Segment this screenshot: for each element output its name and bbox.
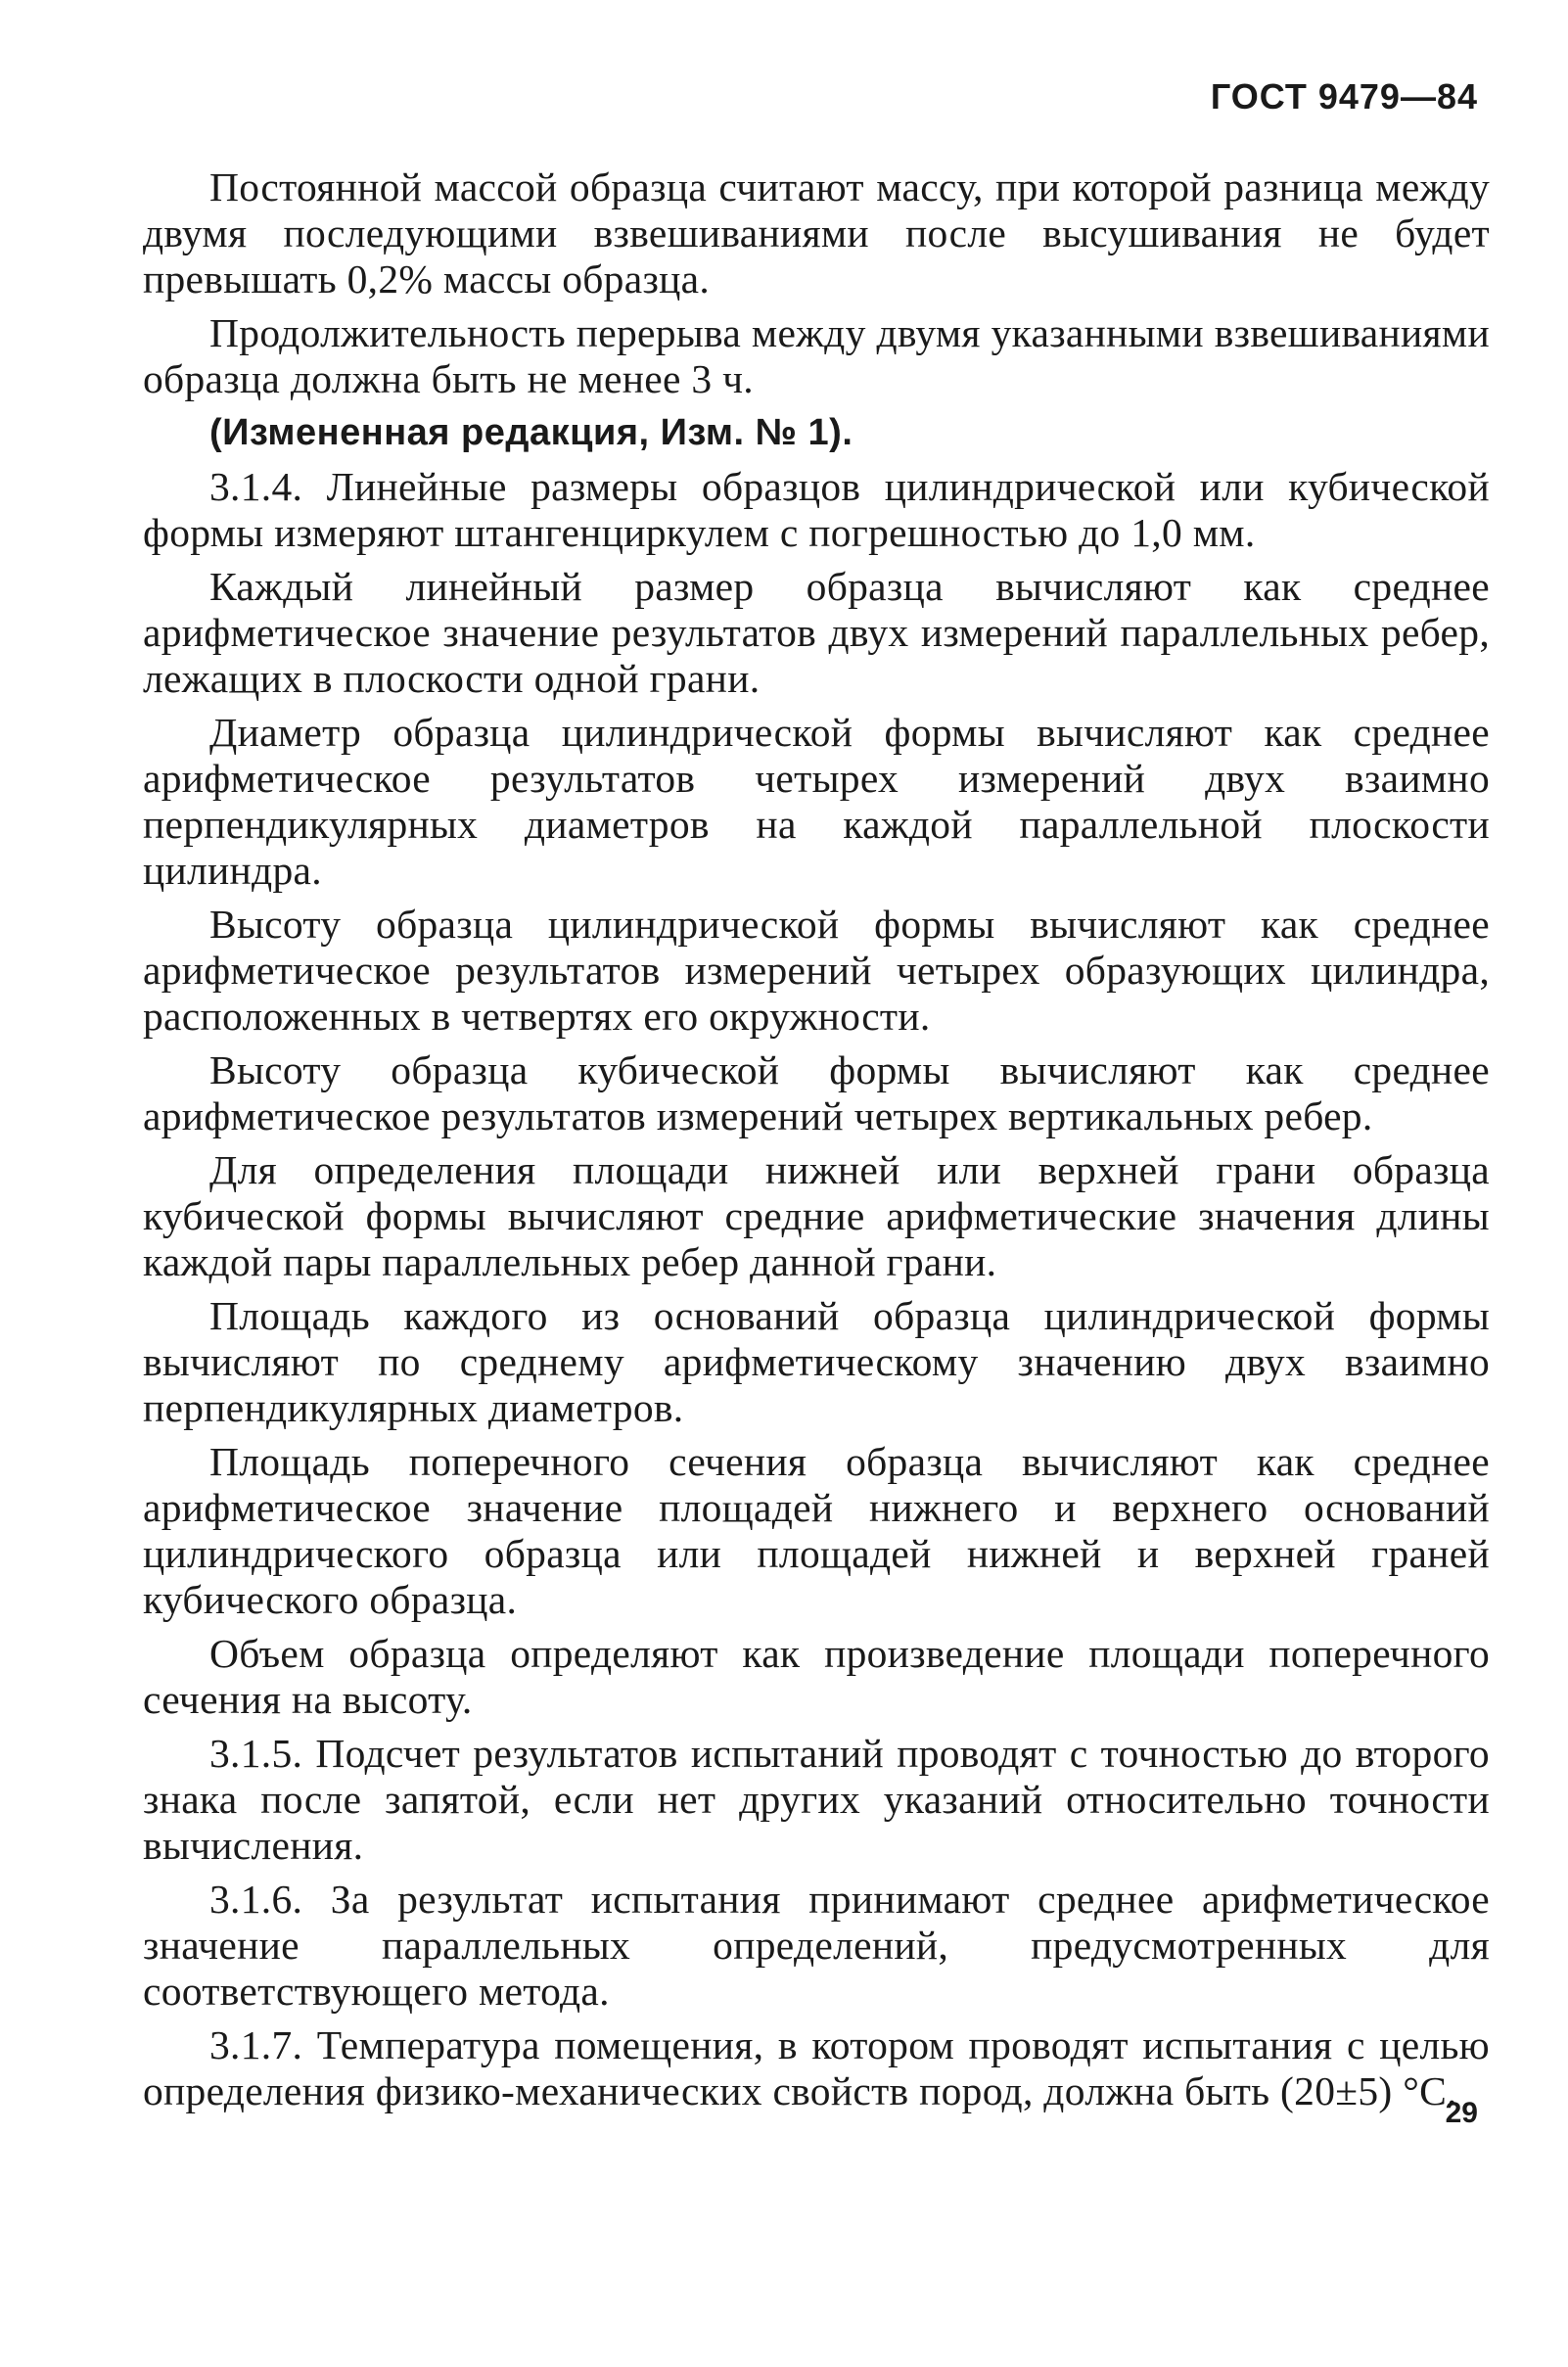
page-number: 29 (1445, 2097, 1478, 2129)
paragraph-volume: Объем образца определяют как произведение площади поперечного сечения на высоту. (143, 1631, 1490, 1722)
paragraph-cross-section-area: Площадь поперечного сечения образца вычисляют как среднее арифметическое значение площадей нижнего и верхнего оснований цилиндрического образца или площадей нижней и верхней граней кубического образца. (143, 1439, 1490, 1622)
paragraph-constant-mass: Постоянной массой образца считают массу, при которой разница между двумя последующими взвешиваниями после высушивания не будет превышать 0,2% массы образца. (143, 164, 1490, 302)
paragraph-linear-size: Каждый линейный размер образца вычисляют как среднее арифметическое значение результатов двух измерений параллельных ребер, лежащих в плоскости одной грани. (143, 564, 1490, 701)
paragraph-3-1-7: 3.1.7. Температура помещения, в котором проводят испытания с целью определения физико-механических свойств пород, должна быть (20±5) °С. (143, 2022, 1490, 2113)
standard-header: ГОСТ 9479—84 (1210, 76, 1478, 116)
paragraph-cylinder-diameter: Диаметр образца цилиндрической формы вычисляют как среднее арифметическое результатов четырех измерений двух взаимно перпендикулярных диаметров на каждой параллельной плоскости цилиндра. (143, 710, 1490, 893)
paragraph-3-1-5: 3.1.5. Подсчет результатов испытаний проводят с точностью до второго знака после запятой, если нет других указаний относительно точности вычисления. (143, 1731, 1490, 1868)
paragraph-break-duration: Продолжительность перерыва между двумя указанными взвешиваниями образца должна быть не менее 3 ч. (143, 310, 1490, 401)
paragraph-cylinder-height: Высоту образца цилиндрической формы вычисляют как среднее арифметическое результатов измерений четырех образующих цилиндра, расположенных в четвертях его окружности. (143, 902, 1490, 1039)
paragraph-cube-face-area: Для определения площади нижней или верхней грани образца кубической формы вычисляют средние арифметические значения длины каждой пары параллельных ребер данной грани. (143, 1147, 1490, 1284)
document-body (143, 164, 1490, 2122)
paragraph-3-1-4: 3.1.4. Линейные размеры образцов цилиндрической или кубической формы измеряют штангенциркулем с погрешностью до 1,0 мм. (143, 464, 1490, 555)
paragraph-3-1-6: 3.1.6. За результат испытания принимают среднее арифметическое значение параллельных определений, предусмотренных для соответствующего метода. (143, 1877, 1490, 2014)
paragraph-cube-height: Высоту образца кубической формы вычисляют как среднее арифметическое результатов измерений четырех вертикальных ребер. (143, 1047, 1490, 1138)
paragraph-cylinder-base-area: Площадь каждого из оснований образца цилиндрической формы вычисляют по среднему арифметическому значению двух взаимно перпендикулярных диаметров. (143, 1293, 1490, 1430)
amendment-note: (Измененная редакция, Изм. № 1). (209, 412, 853, 453)
